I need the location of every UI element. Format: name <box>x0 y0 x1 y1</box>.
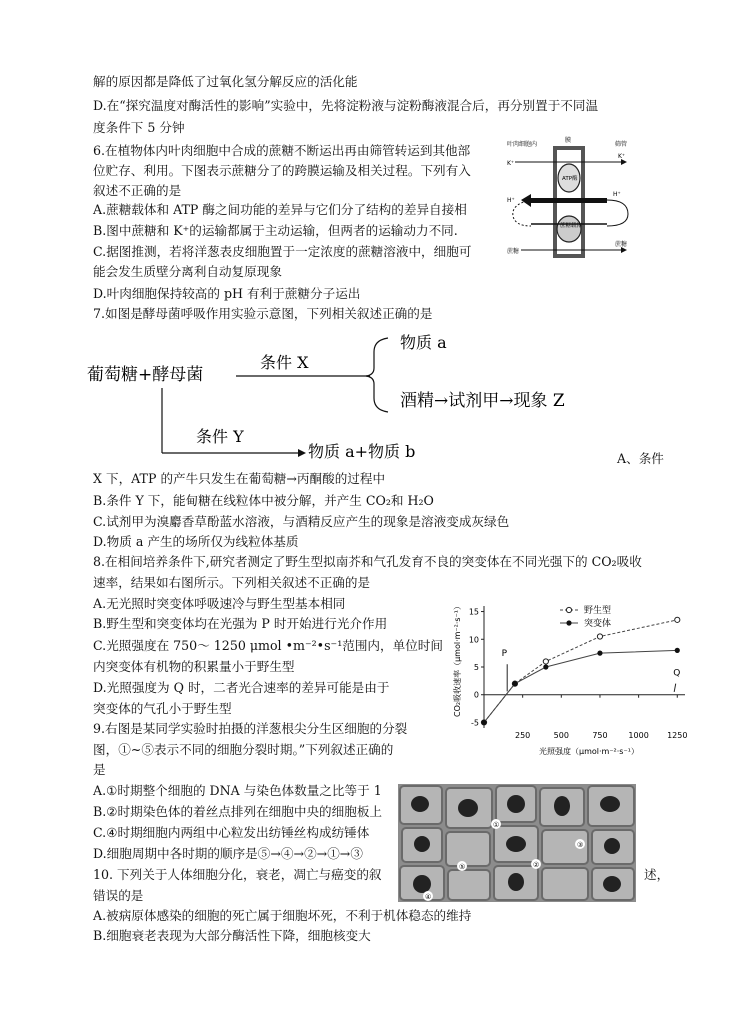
text-line: 9.右图是某同学实验时拍摄的洋葱根尖分生区细胞的分裂 <box>93 721 408 736</box>
y-tick-label: -5 <box>471 718 479 728</box>
text-line: 错误的是 <box>93 888 144 903</box>
text-line: D.细胞周期中各时期的顺序是⑤→④→②→①→③ <box>93 846 363 861</box>
diagram-products-ab: 物质 a+物质 b <box>308 442 416 461</box>
option-a-start: A、条件 <box>617 451 664 466</box>
data-point-mutant <box>675 648 680 653</box>
svg-text:①: ① <box>493 821 500 829</box>
diagram-condition-x: 条件 X <box>260 353 309 372</box>
text-line: B.②时期染色体的着丝点排列在细胞中央的细胞板上 <box>93 804 383 819</box>
fig6-membrane-label: 膜 <box>565 137 572 144</box>
fig6-sucrose-right: 蔗糖 <box>615 241 628 248</box>
text-line: 述， <box>644 867 670 882</box>
data-point-mutant <box>597 651 602 656</box>
text-line: 度条件下 5 分钟 <box>93 120 185 135</box>
text-line: 8.在相间培养条件下,研究者测定了野生型拟南芥和气孔发育不良的突变体在不同光强下的 CO₂吸收 <box>93 554 642 569</box>
x-axis-label: 光照强度（μmol·m⁻²·s⁻¹） <box>539 747 639 756</box>
diagram-chain: 酒精→试剂甲→现象 Z <box>400 391 565 411</box>
text-line: B.野生型和突变体均在光强为 P 时开始进行光介作用 <box>93 616 388 631</box>
svg-text:③: ③ <box>577 841 584 849</box>
annotation-p: P <box>501 648 508 659</box>
y-tick-label: 5 <box>473 663 479 672</box>
text-line: D.叶肉细胞保持较高的 pH 有利于蔗糖分子运出 <box>93 286 361 301</box>
text-line: 速率，结果如右图所示。下列相关叙述不正确的是 <box>93 575 371 590</box>
fig6-h-right: H⁺ <box>613 191 621 198</box>
annotation-q: Q <box>673 668 681 679</box>
option-line: D.物质 a 产生的场所仅为线粒体基质 <box>93 534 299 549</box>
x-tick-label: 250 <box>515 731 531 740</box>
annotation-q-arrow <box>674 684 676 692</box>
fig6-k-right: K⁺ <box>618 153 626 160</box>
text-line: 是 <box>93 762 106 777</box>
x-tick-label: 500 <box>553 731 569 740</box>
text-line: 10. 下列关于人体细胞分化，衰老，凋亡与癌变的叙 <box>93 867 382 882</box>
x-tick-label: 750 <box>592 731 608 740</box>
svg-text:②: ② <box>533 861 540 869</box>
sucrose-transport-figure <box>503 134 638 262</box>
fig6-k-left: K⁺ <box>507 160 515 167</box>
text-line: C.光照强度在 750～ 1250 μmol •m⁻²•s⁻¹范围内，单位时间 <box>93 638 443 653</box>
text-line: A.蔗糖载体和 ATP 酶之间功能的差异与它们分了结构的差异自接相 <box>93 202 467 217</box>
legend-marker <box>566 620 571 625</box>
legend-label: 突变体 <box>584 619 612 629</box>
legend-label: 野生型 <box>584 606 612 616</box>
fig6-right-label: 筛管 <box>615 141 628 148</box>
root-tip-micrograph <box>398 784 636 902</box>
text-line: 叙述不正确的是 <box>93 183 182 198</box>
text-line: 能会发生质壁分离利自动复原现象 <box>93 264 282 279</box>
data-point-mutant <box>512 681 517 686</box>
text-line: A.被病原体感染的细胞的死亡属于细胞坏死，不利于机体稳态的维持 <box>93 908 472 923</box>
fig6-h-left: H⁺ <box>507 197 515 204</box>
data-point-mutant <box>481 720 486 725</box>
series-line-wild <box>484 620 677 723</box>
text-line: A.①时期整个细胞的 DNA 与染色体数量之比等于 1 <box>93 783 382 798</box>
y-tick-label: 10 <box>468 635 479 645</box>
text-line: 7.如图是酵母菌呼吸作用实验示意图，下列相关叙述正确的是 <box>93 306 433 321</box>
option-line: C.试剂甲为溴麝香草酚蓝水溶液，与酒精反应产生的现象是溶液变成灰绿色 <box>93 514 510 529</box>
text-line: A.无光照时突变体呼吸速冷与野生型基本相同 <box>93 596 346 611</box>
text-line: C.据图推测，若将洋葱表皮细胞置于一定浓度的蔗糖溶液中，细胞可 <box>93 244 472 259</box>
co2-chart <box>440 596 695 768</box>
diagram-condition-y: 条件 Y <box>196 427 244 446</box>
text-line: B.图中蔗糖和 K⁺的运输都属于主动运输，但两者的运输动力不同. <box>93 223 458 238</box>
x-tick-label: 1000 <box>628 731 649 740</box>
option-line: X 下，ATP 的产牛只发生在葡萄糖→丙酮酸的过程中 <box>93 471 386 486</box>
series-line-mutant <box>484 650 677 722</box>
diagram-product-a: 物质 a <box>400 333 447 352</box>
diagram-start: 葡萄糖+酵母菌 <box>87 365 204 385</box>
y-axis-label: CO₂吸收速率（μmol·m⁻²·s⁻¹） <box>453 602 462 717</box>
text-line: 内突变体有机物的积累量小于野生型 <box>93 659 295 674</box>
legend-marker <box>566 607 571 612</box>
option-line: B.条件 Y 下，能甸糖在线粒体中被分解，并产生 CO₂和 H₂O <box>93 493 434 508</box>
text-line: D.光照强度为 Q 时，二者光合速率的差异可能是由于 <box>93 680 390 695</box>
text-line: 6.在植物体内叶肉细胞中合成的蔗糖不断运出再由筛管转运到其他部 <box>93 143 471 158</box>
text-line: D.在“探究温度对酶活性的影响”实验中，先将淀粉液与淀粉酶液混合后，再分别置于不同温 <box>93 98 599 113</box>
data-point-wild <box>543 659 548 664</box>
data-point-wild <box>675 617 680 622</box>
y-tick-label: 0 <box>473 690 479 700</box>
fig6-sucrose-left: 蔗糖 <box>507 248 520 255</box>
x-tick-label: 1250 <box>667 731 688 740</box>
fig6-carrier-label: 蔗糖载体 <box>560 223 583 229</box>
text-line: C.④时期细胞内两组中心粒发出纺锤丝构成纺锤体 <box>93 825 370 840</box>
respiration-diagram <box>70 328 670 468</box>
data-point-mutant <box>543 664 548 669</box>
text-line: 突变体的气孔小于野生型 <box>93 701 232 716</box>
y-tick-label: 15 <box>468 607 479 617</box>
fig6-atp-label: ATP酶 <box>562 176 578 182</box>
text-line: B.细胞衰老表现为大部分酶活性下降，细胞核变大 <box>93 928 371 943</box>
data-point-wild <box>597 634 602 639</box>
fig6-left-label: 叶肉细胞内 <box>507 141 538 148</box>
text-line: 解的原因都是降低了过氧化氢分解反应的活化能 <box>93 74 358 89</box>
svg-text:⑤: ⑤ <box>459 863 466 871</box>
text-line: 位贮存、利用。下图表示蔗糖分了的跨膜运输及相关过程。下列有入 <box>93 163 471 178</box>
text-line: 图，①~⑤表示不同的细胞分裂时期。”下列叙述正确的 <box>93 742 394 757</box>
svg-text:④: ④ <box>425 893 432 901</box>
